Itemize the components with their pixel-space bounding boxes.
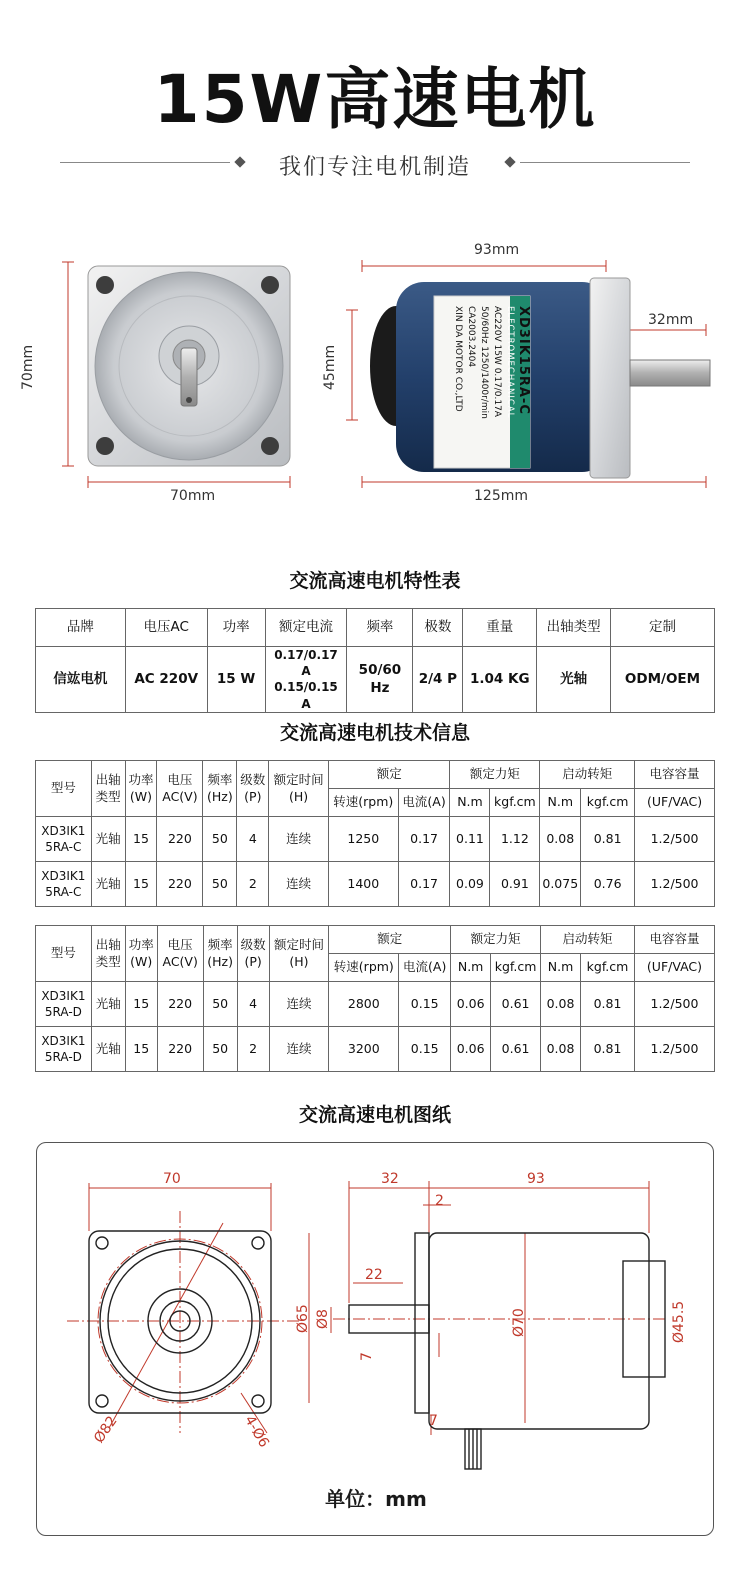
tech-cell: 0.17 — [398, 817, 450, 862]
tech-cell: 0.81 — [581, 982, 635, 1027]
tech-table — [35, 760, 715, 907]
unit-label: 单位：mm — [325, 1487, 427, 1511]
th-voltage: 电压AC(V) — [157, 761, 203, 817]
th-voltage: 电压AC(V) — [157, 926, 203, 982]
nameplate-line1: AC220V 15W 0.17/0.17A — [492, 306, 502, 417]
spec-value: 0.17/0.17 A — [274, 648, 338, 679]
th-start-torque: 启动转矩 — [540, 761, 635, 789]
tech-cell: 50 — [203, 862, 237, 907]
nameplate-model: XD3IK15RA-C — [516, 306, 531, 415]
tech-cell: 0.76 — [581, 862, 635, 907]
tech-cell: 0.11 — [450, 817, 490, 862]
th-current: 电流(A) — [399, 954, 451, 982]
tech-cell: 0.61 — [491, 1027, 541, 1072]
spec-value-current — [265, 647, 347, 713]
th-poles: 级数(P) — [237, 926, 269, 982]
dim-45: Ø45.5 — [671, 1300, 687, 1343]
th-capacitor: 电容容量 — [634, 926, 714, 954]
spec-value: 50/60 Hz — [347, 647, 413, 713]
th-time: 额定时间(H) — [269, 926, 329, 982]
tech-cell: 4 — [237, 817, 269, 862]
nameplate — [451, 306, 530, 466]
tech-cell: 0.06 — [451, 982, 491, 1027]
tech-cell: 连续 — [269, 862, 329, 907]
th-kgf-start: kgf.cm — [581, 789, 635, 817]
tech-cell: 连续 — [269, 1027, 329, 1072]
tech-table — [35, 925, 715, 1072]
tech-cell: 光轴 — [91, 1027, 125, 1072]
th-model: 型号 — [36, 761, 92, 817]
tech-cell: 0.91 — [490, 862, 540, 907]
side-height-label: 45mm — [322, 344, 338, 390]
dim-holes: 4-Ø6 — [241, 1413, 272, 1451]
model-cell: XD3IK15RA-C — [36, 862, 92, 907]
nameplate-line2: 50/60Hz 1250/1400r/min — [479, 306, 489, 419]
dim-body: 93 — [527, 1171, 545, 1187]
nameplate-line3: CA2003.2404 — [466, 306, 476, 368]
spec-value: 信竑电机 — [36, 647, 126, 713]
spec-header: 额定电流 — [265, 609, 347, 647]
tech-cell: 0.17 — [398, 862, 450, 907]
dim-82: Ø82 — [91, 1413, 121, 1447]
th-freq: 频率(Hz) — [203, 926, 237, 982]
th-kgf: kgf.cm — [491, 954, 541, 982]
tech-cell: 0.15 — [399, 1027, 451, 1072]
tech-cell: 4 — [237, 982, 269, 1027]
tech-cell: 2 — [237, 862, 269, 907]
drawing-svg — [37, 1143, 715, 1537]
page-title: 15W高速电机 — [153, 61, 597, 138]
tech-table-2-frame — [35, 925, 715, 1071]
th-kgf-start: kgf.cm — [581, 954, 635, 982]
front-height-label: 70mm — [20, 344, 36, 390]
tech-cell: 光轴 — [91, 862, 125, 907]
tech-cell: 50 — [203, 982, 237, 1027]
tech-cell: 1.2/500 — [635, 862, 715, 907]
tech-cell: 15 — [125, 1027, 157, 1072]
spec-value: 0.15/0.15 A — [274, 680, 338, 711]
spec-value: 2/4 P — [413, 647, 463, 713]
drawing-title: 交流高速电机图纸 — [298, 1104, 451, 1126]
dim-65: Ø65 — [295, 1304, 311, 1333]
dim-width: 70 — [163, 1171, 181, 1187]
th-nm-start: N.m — [541, 954, 581, 982]
th-freq: 频率(Hz) — [203, 761, 237, 817]
spec-value: ODM/OEM — [611, 647, 715, 713]
tech-cell: 220 — [157, 817, 203, 862]
tech-cell: 0.61 — [491, 982, 541, 1027]
tech-cell: 50 — [203, 817, 237, 862]
th-kgf: kgf.cm — [490, 789, 540, 817]
tech-cell: 0.15 — [399, 982, 451, 1027]
page-subtitle: 我们专注电机制造 — [278, 155, 471, 180]
front-width-label: 70mm — [170, 488, 216, 504]
tech-cell: 0.81 — [581, 817, 635, 862]
th-poles: 级数(P) — [237, 761, 269, 817]
tech-cell: 1250 — [328, 817, 398, 862]
tech-cell: 220 — [157, 862, 203, 907]
tech-cell: 15 — [125, 862, 157, 907]
tech-cell: 0.06 — [451, 1027, 491, 1072]
tech-cell: 0.81 — [581, 1027, 635, 1072]
th-cap-unit: (UF/VAC) — [635, 789, 715, 817]
tech-cell: 连续 — [269, 817, 329, 862]
motor-photo-illustration — [0, 230, 750, 520]
spec-header: 定制 — [611, 609, 715, 647]
spec-header: 极数 — [413, 609, 463, 647]
tech-cell: 0.08 — [541, 982, 581, 1027]
spec-table — [35, 608, 715, 713]
th-power: 功率(W) — [125, 761, 157, 817]
tech-cell: 1.12 — [490, 817, 540, 862]
tech-cell: 1.2/500 — [635, 817, 715, 862]
th-power: 功率(W) — [125, 926, 157, 982]
tech-cell: 220 — [157, 982, 203, 1027]
spec-header: 功率 — [207, 609, 265, 647]
dim-key: 22 — [365, 1267, 383, 1283]
dim-shaft: 32 — [381, 1171, 399, 1187]
spec-header: 重量 — [463, 609, 537, 647]
total-length-label: 125mm — [474, 488, 528, 504]
spec-table-frame — [35, 608, 715, 711]
th-speed: 转速(rpm) — [329, 954, 399, 982]
dim-gap: 2 — [435, 1193, 444, 1209]
dim-7b: 7 — [429, 1413, 438, 1429]
tech-cell: 0.08 — [541, 1027, 581, 1072]
tech-cell: 1.2/500 — [634, 1027, 714, 1072]
th-shaft: 出轴类型 — [91, 761, 125, 817]
tech-cell: 光轴 — [91, 982, 125, 1027]
th-cap-unit: (UF/VAC) — [634, 954, 714, 982]
tech-table-1-frame — [35, 760, 715, 906]
spec-header: 电压AC — [125, 609, 207, 647]
th-rated-torque: 额定力矩 — [451, 926, 541, 954]
dim-8: Ø8 — [315, 1309, 331, 1329]
th-shaft: 出轴类型 — [91, 926, 125, 982]
spec-value: 15 W — [207, 647, 265, 713]
th-nm: N.m — [451, 954, 491, 982]
model-cell: XD3IK15RA-D — [36, 1027, 92, 1072]
tech-cell: 3200 — [329, 1027, 399, 1072]
nameplate-line4: XIN DA MOTOR CO.,LTD — [453, 306, 463, 412]
th-rated: 额定 — [328, 761, 450, 789]
tech-cell: 2800 — [329, 982, 399, 1027]
tech-cell: 0.09 — [450, 862, 490, 907]
tech-cell: 0.08 — [540, 817, 581, 862]
dim-70: Ø70 — [511, 1308, 527, 1337]
spec-value: AC 220V — [125, 647, 207, 713]
side-length-label: 93mm — [474, 242, 520, 258]
th-rated-torque: 额定力矩 — [450, 761, 540, 789]
model-cell: XD3IK15RA-C — [36, 817, 92, 862]
tech-cell: 2 — [237, 1027, 269, 1072]
tech-cell: 220 — [157, 1027, 203, 1072]
tech-table-title: 交流高速电机技术信息 — [279, 722, 470, 744]
th-capacitor: 电容容量 — [635, 761, 715, 789]
model-cell: XD3IK15RA-D — [36, 982, 92, 1027]
spec-table-title: 交流高速电机特性表 — [289, 570, 461, 592]
th-current: 电流(A) — [398, 789, 450, 817]
tech-cell: 1400 — [328, 862, 398, 907]
spec-header: 频率 — [347, 609, 413, 647]
motor-photos — [0, 230, 750, 520]
th-time: 额定时间(H) — [269, 761, 329, 817]
th-nm-start: N.m — [540, 789, 581, 817]
th-speed: 转速(rpm) — [328, 789, 398, 817]
subtitle-row — [60, 148, 690, 178]
spec-value: 1.04 KG — [463, 647, 537, 713]
technical-drawing — [36, 1142, 714, 1536]
th-nm: N.m — [450, 789, 490, 817]
nameplate-band: ELECTROMECHANICAL — [505, 306, 515, 419]
th-start-torque: 启动转矩 — [541, 926, 635, 954]
tech-cell: 1.2/500 — [634, 982, 714, 1027]
tech-cell: 15 — [125, 817, 157, 862]
spec-header: 出轴类型 — [537, 609, 611, 647]
dim-7a: 7 — [359, 1352, 375, 1361]
tech-cell: 50 — [203, 1027, 237, 1072]
spec-value: 光轴 — [537, 647, 611, 713]
tech-cell: 15 — [125, 982, 157, 1027]
tech-cell: 0.075 — [540, 862, 581, 907]
th-rated: 额定 — [329, 926, 451, 954]
spec-header: 品牌 — [36, 609, 126, 647]
tech-cell: 连续 — [269, 982, 329, 1027]
tech-cell: 光轴 — [91, 817, 125, 862]
shaft-length-label: 32mm — [648, 312, 694, 328]
th-model: 型号 — [36, 926, 92, 982]
